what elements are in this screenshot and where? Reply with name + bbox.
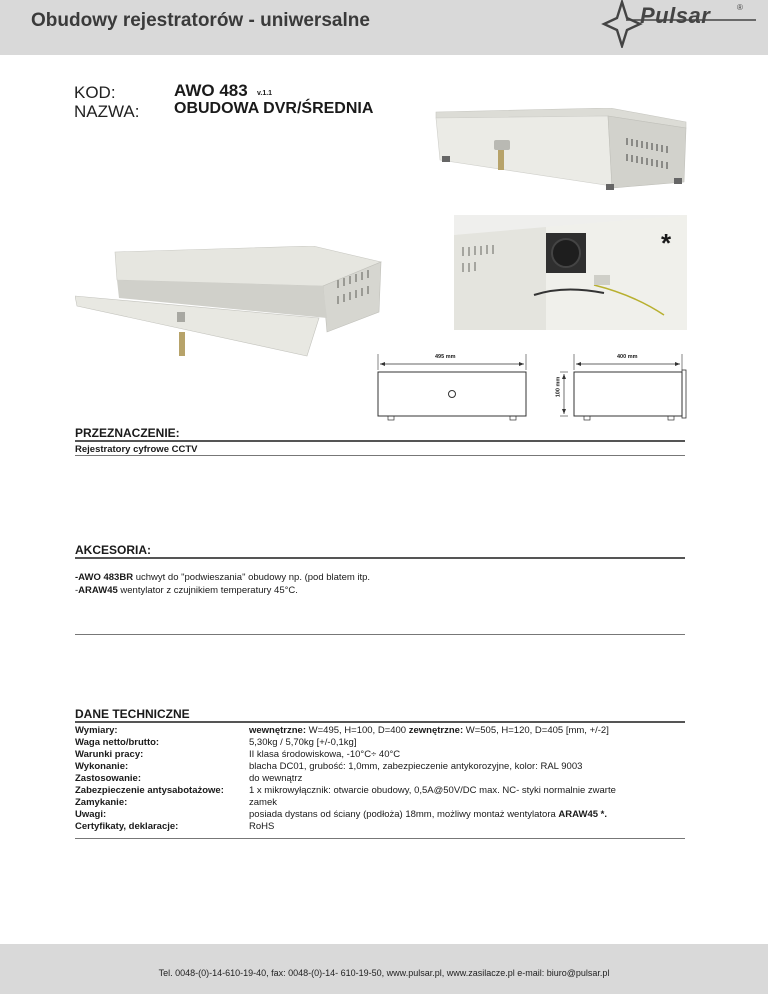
dim-width-label: 495 mm — [435, 354, 456, 360]
spec-value: do wewnątrz — [249, 773, 303, 784]
spec-value: 1 x mikrowyłącznik: otwarcie obudowy, 0,5A@50V/DC max. NC- styki normalnie zwarte — [249, 785, 616, 796]
section-divider — [75, 634, 685, 635]
section-divider — [75, 721, 685, 723]
spec-label: Zamykanie: — [75, 797, 128, 808]
accessory-code: ARAW45 — [78, 585, 118, 596]
page-title: Obudowy rejestratorów - uniwersalne — [31, 10, 370, 31]
spec-value: posiada dystans od ściany (podłoża) 18mm, możliwy montaż wentylatora ARAW45 *. — [249, 809, 607, 820]
przeznaczenie-title: PRZEZNACZENIE: — [75, 426, 180, 440]
dim-depth-label: 400 mm — [617, 354, 638, 360]
dimension-drawing — [374, 350, 694, 428]
spec-label: Certyfikaty, deklaracje: — [75, 821, 179, 832]
tech-specs-table — [75, 725, 685, 840]
spec-label: Wymiary: — [75, 725, 118, 736]
contact-info: Tel. 0048-(0)-14-610-19-40, fax: 0048-(0)-14- 610-19-50, www.pulsar.pl, www.zasilacze.pl e-mail: biuro@pulsar.pl — [158, 968, 610, 978]
section-divider — [75, 455, 685, 456]
enclosure-open-photo — [75, 246, 387, 364]
spec-label: Zabezpieczenie antysabotażowe: — [75, 785, 224, 796]
section-divider — [75, 440, 685, 442]
spec-value: RoHS — [249, 821, 275, 832]
accessory-item — [75, 585, 298, 596]
spec-label: Wykonanie: — [75, 761, 129, 772]
akcesoria-title: AKCESORIA: — [75, 543, 152, 557]
enclosure-interior-photo — [454, 215, 687, 330]
dim-height-label: 100 mm — [555, 376, 562, 398]
section-divider — [75, 557, 685, 559]
spec-label: Uwagi: — [75, 809, 107, 820]
accessory-description: uchwyt do "podwieszania" obudowy np. (pod blatem itp. — [133, 572, 371, 583]
accessory-prefix: - — [75, 585, 79, 596]
spec-value: blacha DC01, grubość: 1,0mm, zabezpieczenie antykorozyjne, kolor: RAL 9003 — [249, 761, 583, 772]
spec-label: Zastosowanie: — [75, 773, 141, 784]
table-row — [75, 725, 685, 737]
asterisk-mark: * — [661, 228, 672, 258]
dane-title: DANE TECHNICZNE — [75, 707, 190, 721]
spec-value: wewnętrzne: W=495, H=100, D=400 zewnętrzne: W=505, H=120, D=405 [mm, +/-2] — [249, 725, 609, 736]
table-row — [75, 785, 685, 797]
product-version: v.1.1 — [257, 90, 273, 97]
table-row — [75, 761, 685, 773]
product-code: AWO 483 — [174, 81, 248, 100]
section-divider — [75, 838, 685, 839]
accessory-code: -AWO 483BR — [75, 572, 134, 583]
product-name: OBUDOWA DVR/ŚREDNIA — [174, 100, 374, 117]
spec-value: 5,30kg / 5,70kg [+/-0,1kg] — [249, 737, 357, 748]
enclosure-closed-photo — [430, 108, 692, 194]
accessory-description: wentylator z czujnikiem temperatury 45°C. — [117, 585, 298, 596]
table-row — [75, 749, 685, 761]
table-row — [75, 737, 685, 749]
kod-label: KOD: — [74, 83, 116, 102]
spec-value: zamek — [249, 797, 277, 808]
table-row — [75, 797, 685, 809]
table-row — [75, 821, 685, 833]
spec-label: Warunki pracy: — [75, 749, 144, 760]
table-row — [75, 773, 685, 785]
nazwa-label: NAZWA: — [74, 102, 140, 121]
spec-value: II klasa środowiskowa, -10°C÷ 40°C — [249, 749, 401, 760]
registered-mark: ® — [737, 3, 743, 12]
spec-label: Waga netto/brutto: — [75, 737, 160, 748]
brand-name: Pulsar — [640, 3, 711, 28]
table-row — [75, 809, 685, 821]
accessory-item — [75, 572, 370, 583]
przeznaczenie-text: Rejestratory cyfrowe CCTV — [75, 444, 198, 455]
